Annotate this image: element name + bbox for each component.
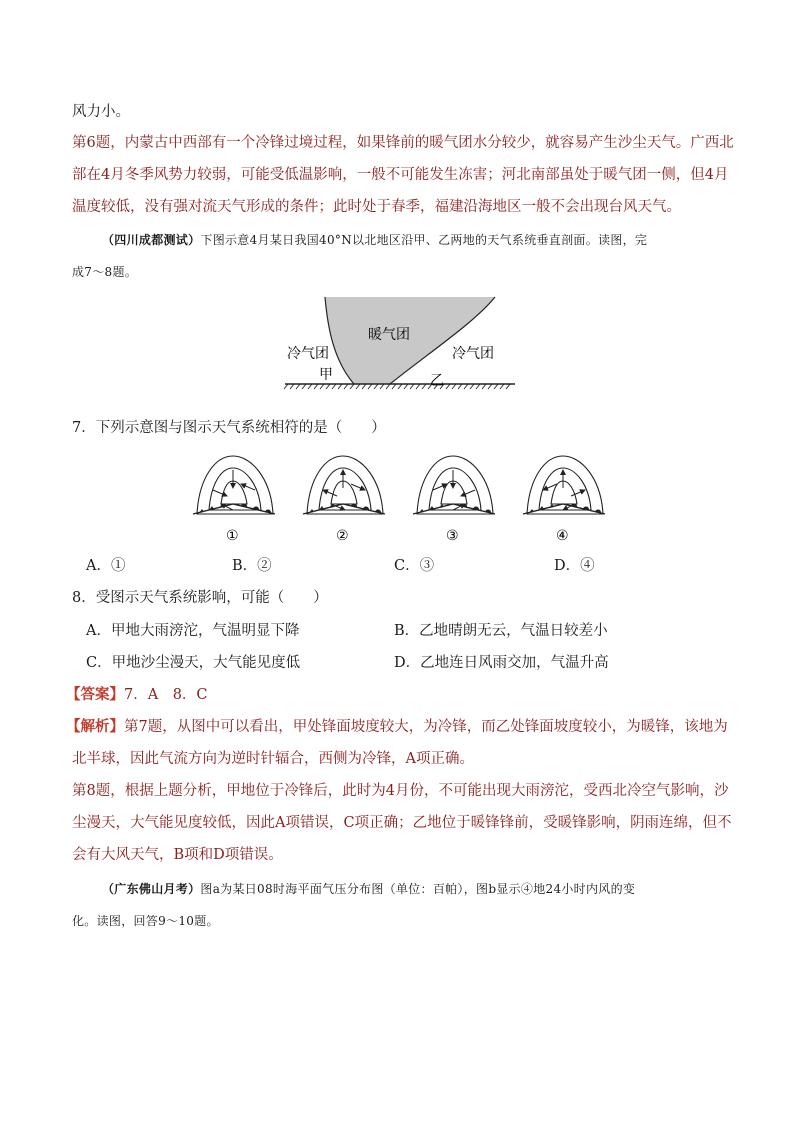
question-intro-9-10-cont: 化。读图，回答9～10题。 bbox=[72, 914, 219, 928]
answer-tag: 【答案】 bbox=[66, 686, 124, 703]
analysis-q8-line2: 尘漫天，大气能见度较低，因此A项错误，C项正确；乙地位于暖锋锋前，受暖锋影响，阴雨连绵，但不 bbox=[72, 815, 732, 831]
cold-air-left-label: 冷气团 bbox=[287, 346, 329, 362]
option-label-4: ④ bbox=[556, 528, 569, 544]
cyclone-option-3 bbox=[413, 456, 495, 514]
analysis-q8-line3: 会有大风天气，B项和D项错误。 bbox=[72, 847, 283, 863]
source-tag: （四川成都测试） bbox=[102, 233, 201, 247]
option-label-2: ② bbox=[336, 528, 349, 544]
analysis-q7-line2: 北半球，因此气流方向为逆时针辐合，西侧为冷锋，A项正确。 bbox=[72, 751, 474, 767]
cyclone-option-4 bbox=[523, 456, 605, 514]
ground-hatching bbox=[284, 384, 510, 389]
analysis-q6-line2: 部在4月冬季风势力较弱，可能受低温影响，一般不可能发生冻害；河北南部虽处于暖气团一侧，但4月 bbox=[72, 167, 729, 183]
q8-option-d: D．乙地连日风雨交加，气温升高 bbox=[394, 655, 609, 671]
analysis-q7-text: 第7题，从图中可以看出，甲处锋面坡度较大，为冷锋，而乙处锋面坡度较小，为暖锋，该地为 bbox=[124, 719, 728, 735]
question-8-stem: 8．受图示天气系统影响，可能（ ） bbox=[72, 590, 328, 606]
site-jia-label: 甲 bbox=[319, 367, 333, 383]
q7-option-a: A．① bbox=[86, 558, 126, 574]
intro-text: 下图示意4月某日我国40°N以北地区沿甲、乙两地的天气系统垂直剖面。读图，完 bbox=[200, 233, 648, 247]
previous-answer-tail: 风力小。 bbox=[72, 104, 130, 120]
q8-option-b: B．乙地晴朗无云，气温日较差小 bbox=[394, 623, 608, 639]
question-intro-9-10 bbox=[102, 879, 635, 899]
answer-text: 7．A 8．C bbox=[124, 687, 208, 703]
question-7-stem: 7．下列示意图与图示天气系统相符的是（ ） bbox=[72, 420, 386, 436]
cyclone-options-figure bbox=[180, 448, 620, 548]
answer-line bbox=[66, 685, 208, 705]
q7-option-b: B．② bbox=[232, 558, 272, 574]
q8-option-a: A．甲地大雨滂沱，气温明显下降 bbox=[86, 623, 300, 639]
q7-option-c: C．③ bbox=[394, 558, 435, 574]
warm-air-mass-region bbox=[325, 297, 495, 384]
frontal-cross-section-figure bbox=[280, 292, 520, 400]
analysis-q8-line1: 第8题，根据上题分析，甲地位于冷锋后，此时为4月份，不可能出现大雨滂沱，受西北冷空气影响，沙 bbox=[72, 783, 729, 799]
analysis-q6-line3: 温度较低，没有强对流天气形成的条件；此时处于春季，福建沿海地区一般不会出现台风天气。 bbox=[72, 199, 681, 215]
option-label-3: ③ bbox=[446, 528, 459, 544]
cyclone-option-2 bbox=[303, 456, 385, 514]
site-yi-label: 乙 bbox=[430, 373, 444, 389]
q8-option-c: C．甲地沙尘漫天，大气能见度低 bbox=[86, 655, 301, 671]
analysis-tag: 【解析】 bbox=[66, 718, 124, 735]
analysis-q6-line1: 第6题，内蒙古中西部有一个冷锋过境过程，如果锋前的暖气团水分较少，就容易产生沙尘天气。广西北 bbox=[72, 135, 734, 151]
question-intro-7-8-cont: 成7～8题。 bbox=[72, 265, 138, 279]
cold-air-right-label: 冷气团 bbox=[452, 346, 494, 362]
option-label-1: ① bbox=[226, 528, 239, 544]
source-tag-2: （广东佛山月考） bbox=[102, 882, 201, 896]
warm-air-label: 暖气团 bbox=[368, 327, 410, 343]
analysis-q7-line1 bbox=[66, 717, 728, 737]
question-intro-7-8 bbox=[102, 230, 647, 250]
q7-option-d: D．④ bbox=[554, 558, 595, 574]
cyclone-option-1 bbox=[193, 456, 275, 514]
intro-text-2: 图a为某日08时海平面气压分布图（单位：百帕），图b显示④地24小时内风的变 bbox=[200, 882, 636, 896]
